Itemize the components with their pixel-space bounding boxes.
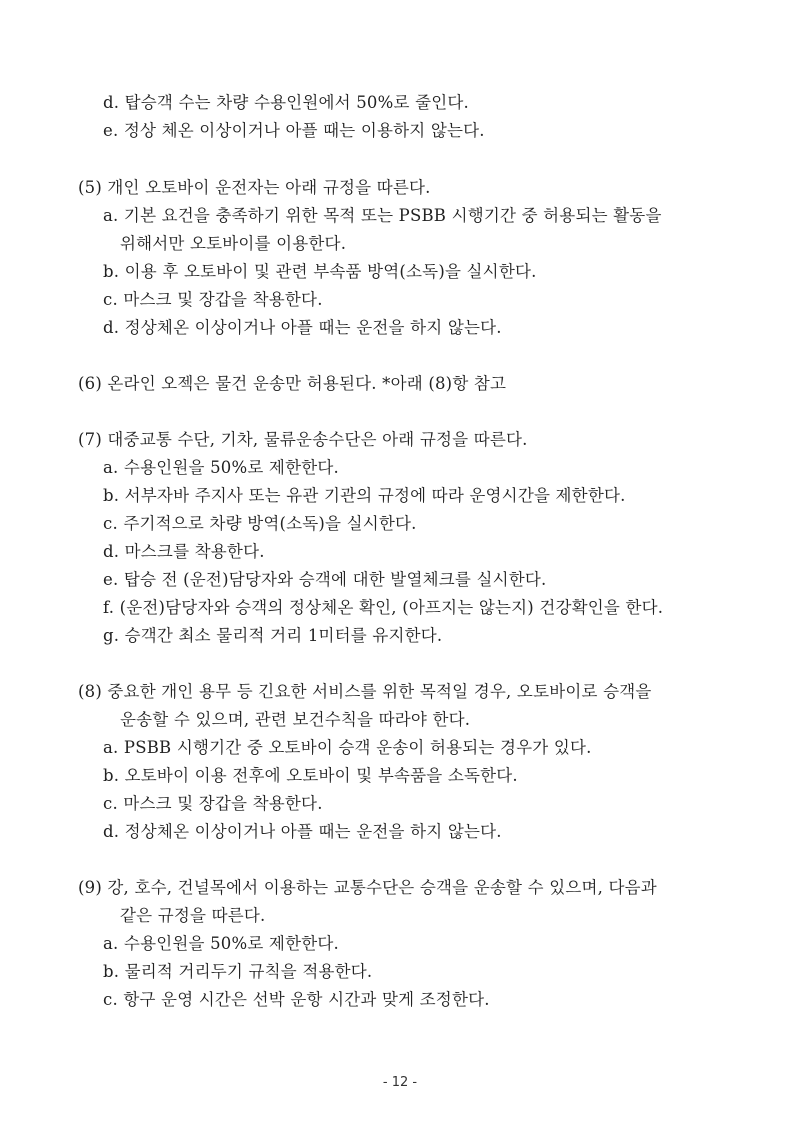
text-line: b. 물리적 거리두기 규칙을 적용한다.	[103, 962, 373, 981]
section-heading: (7) 대중교통 수단, 기차, 물류운송수단은 아래 규정을 따른다.	[78, 430, 528, 449]
section-heading: (5) 개인 오토바이 운전자는 아래 규정을 따른다.	[78, 178, 431, 197]
text-line: 운송할 수 있으며, 관련 보건수칙을 따라야 한다.	[120, 710, 471, 729]
text-line: d. 탑승객 수는 차량 수용인원에서 50%로 줄인다.	[103, 93, 469, 112]
text-line: c. 마스크 및 장갑을 착용한다.	[103, 290, 323, 309]
section-heading: (9) 강, 호수, 건널목에서 이용하는 교통수단은 승객을 운송할 수 있으며, 다음과	[78, 878, 657, 897]
text-line: d. 정상체온 이상이거나 아플 때는 운전을 하지 않는다.	[103, 822, 502, 841]
text-line: a. 수용인원을 50%로 제한한다.	[103, 458, 339, 477]
text-line: f. (운전)담당자와 승객의 정상체온 확인, (아프지는 않는지) 건강확인을 한다.	[103, 598, 664, 617]
text-line: d. 마스크를 착용한다.	[103, 542, 265, 561]
text-line: c. 마스크 및 장갑을 착용한다.	[103, 794, 323, 813]
section-heading: (6) 온라인 오젝은 물건 운송만 허용된다. *아래 (8)항 참고	[78, 374, 507, 393]
page-number: - 12 -	[382, 1075, 418, 1090]
text-line: g. 승객간 최소 물리적 거리 1미터를 유지한다.	[103, 626, 443, 645]
section-heading: (8) 중요한 개인 용무 등 긴요한 서비스를 위한 목적일 경우, 오토바이로 승객을	[78, 682, 652, 701]
text-line: a. PSBB 시행기간 중 오토바이 승객 운송이 허용되는 경우가 있다.	[103, 738, 592, 757]
text-line: c. 항구 운영 시간은 선박 운항 시간과 맞게 조정한다.	[103, 990, 490, 1009]
text-line: e. 정상 체온 이상이거나 아플 때는 이용하지 않는다.	[103, 121, 485, 140]
text-line: b. 이용 후 오토바이 및 관련 부속품 방역(소독)을 실시한다.	[103, 262, 537, 281]
text-line: 위해서만 오토바이를 이용한다.	[120, 234, 347, 253]
text-line: a. 기본 요건을 충족하기 위한 목적 또는 PSBB 시행기간 중 허용되는 활동을	[103, 206, 662, 225]
text-line: b. 서부자바 주지사 또는 유관 기관의 규정에 따라 운영시간을 제한한다.	[103, 486, 626, 505]
text-line: a. 수용인원을 50%로 제한한다.	[103, 934, 339, 953]
text-line: b. 오토바이 이용 전후에 오토바이 및 부속품을 소독한다.	[103, 766, 518, 785]
text-line: d. 정상체온 이상이거나 아플 때는 운전을 하지 않는다.	[103, 318, 502, 337]
text-line: 같은 규정을 따른다.	[120, 906, 266, 925]
text-line: c. 주기적으로 차량 방역(소독)을 실시한다.	[103, 514, 417, 533]
text-line: e. 탑승 전 (운전)담당자와 승객에 대한 발열체크를 실시한다.	[103, 570, 547, 589]
